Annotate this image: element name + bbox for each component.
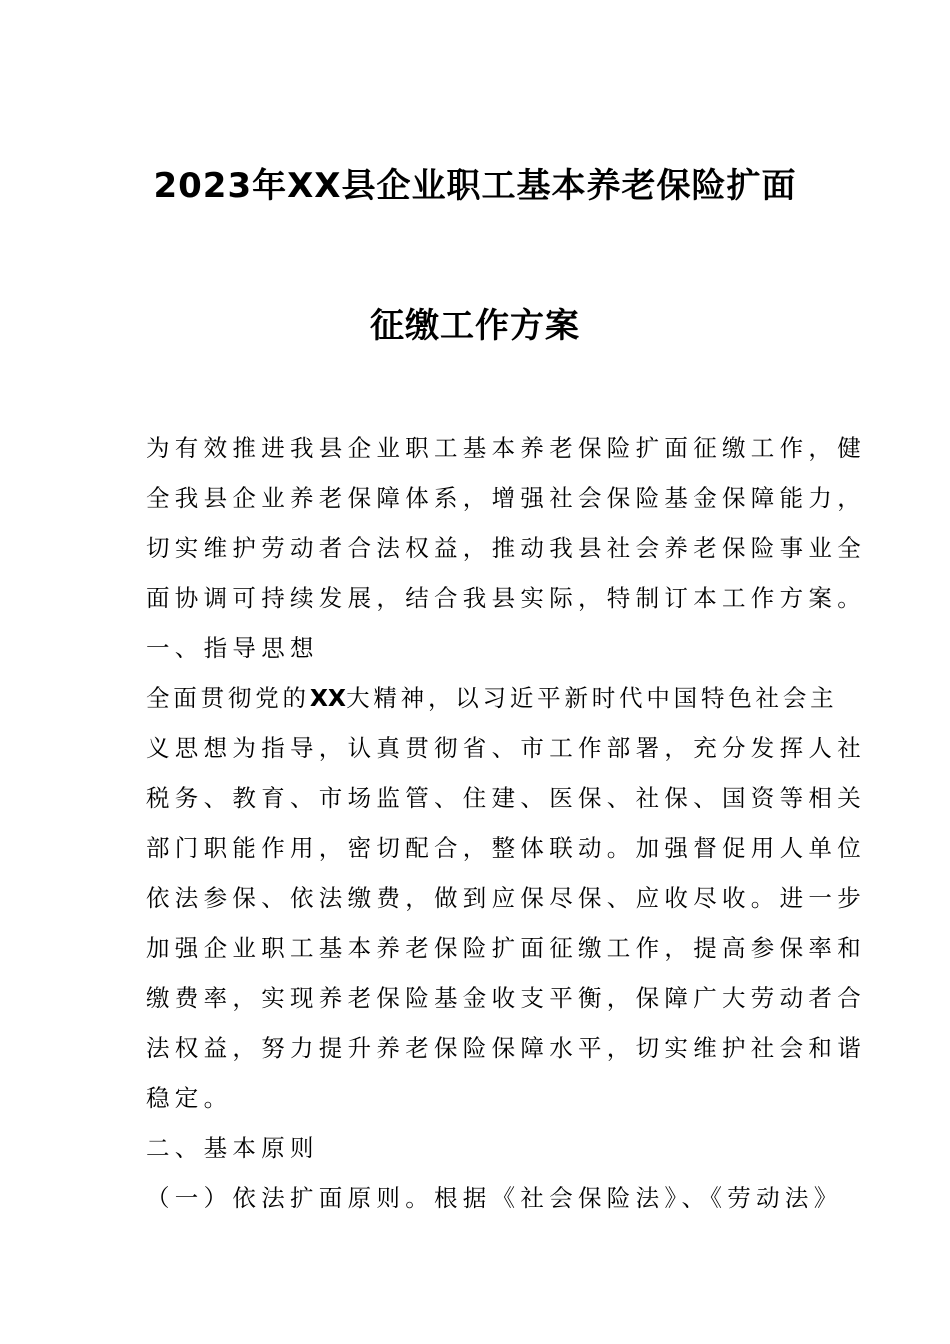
paragraph-line: 加强企业职工基本养老保险扩面征缴工作，提高参保率和 (146, 934, 866, 962)
paragraph-line: 税务、教育、市场监管、住建、医保、社保、国资等相关 (146, 784, 866, 812)
paragraph-line: 依法参保、依法缴费，做到应保尽保、应收尽收。进一步 (146, 884, 866, 912)
text-span: 全面贯彻党的 (146, 684, 310, 712)
placeholder-xx: XX (309, 684, 347, 712)
document-title-line-2: 征缴工作方案 (370, 306, 580, 346)
paragraph-line: 面协调可持续发展，结合我县实际，特制订本工作方案。 (146, 584, 866, 612)
paragraph-line: 全我县企业养老保障体系，增强社会保险基金保障能力， (146, 484, 866, 512)
section-heading-basic-principles: 二、基本原则 (146, 1134, 319, 1162)
paragraph-line: 义思想为指导，认真贯彻省、市工作部署，充分发挥人社 (146, 734, 866, 762)
paragraph-line: 为有效推进我县企业职工基本养老保险扩面征缴工作，健 (146, 434, 866, 462)
paragraph-line: 法权益，努力提升养老保险保障水平，切实维护社会和谐 (146, 1034, 866, 1062)
section-heading-guiding-ideology: 一、指导思想 (146, 634, 319, 662)
paragraph-line: 部门职能作用，密切配合，整体联动。加强督促用人单位 (146, 834, 866, 862)
paragraph-line (146, 680, 838, 730)
document-title-line-1: 2023年XX县企业职工基本养老保险扩面 (153, 166, 797, 206)
paragraph-line: （一）依法扩面原则。根据《社会保险法》、《劳动法》 (146, 1184, 843, 1212)
paragraph-line: 稳定。 (146, 1084, 233, 1112)
document-body (146, 430, 866, 1230)
paragraph-line: 切实维护劳动者合法权益，推动我县社会养老保险事业全 (146, 534, 866, 562)
text-span: 大精神，以习近平新时代中国特色社会主 (346, 684, 838, 712)
paragraph-line: 缴费率，实现养老保险基金收支平衡，保障广大劳动者合 (146, 984, 866, 1012)
